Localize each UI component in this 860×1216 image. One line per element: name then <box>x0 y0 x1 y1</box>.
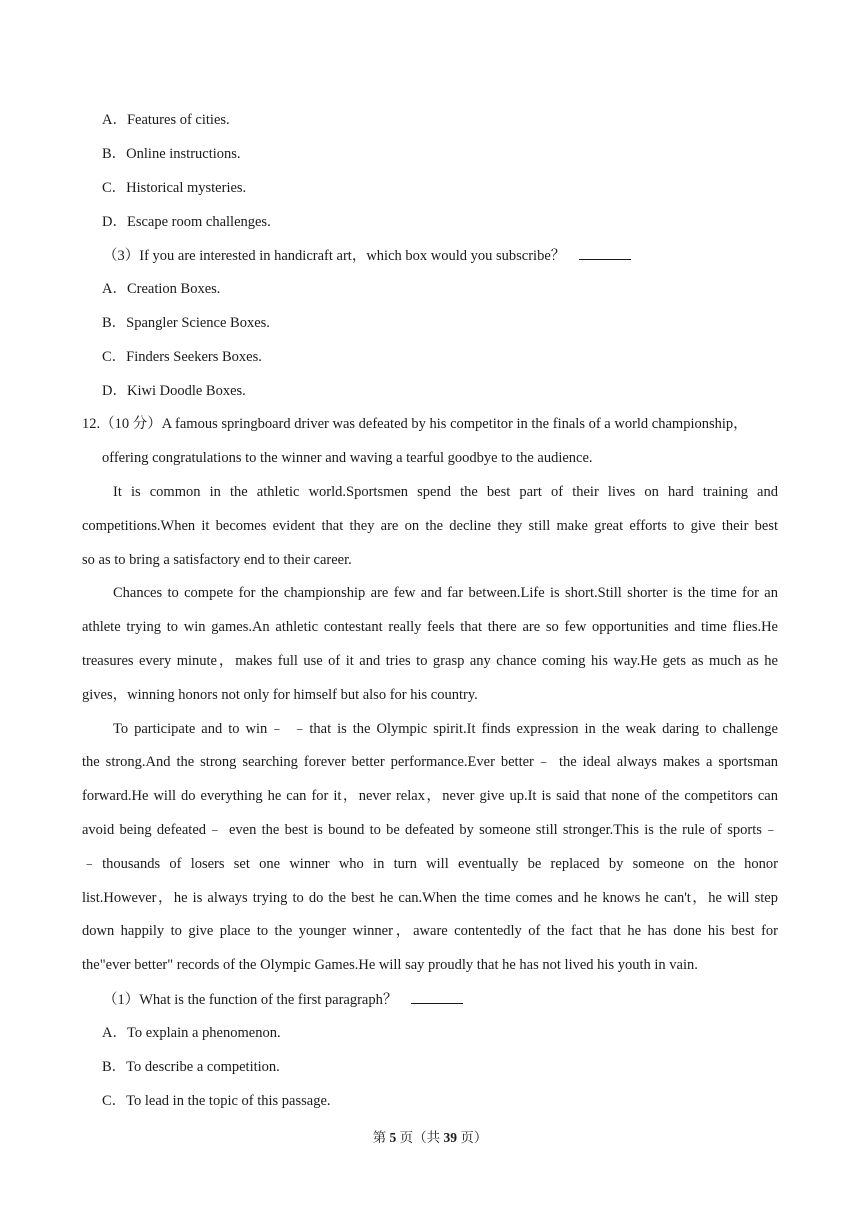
page-number: 5 <box>389 1130 397 1145</box>
q12-sub1-option-c: C．To lead in the topic of this passage. <box>102 1093 331 1109</box>
page-total: 39 <box>443 1130 457 1145</box>
passage-p3-line: the strong.And the strong searching forever better performance.Ever better﹣ the ideal always makes a sportsman <box>82 754 778 770</box>
passage-p3-line: the"ever better" records of the Olympic Games.He will say proudly that he has not lived his youth in vain. <box>82 957 698 973</box>
q11-sub3-option-d: D．Kiwi Doodle Boxes. <box>102 383 246 399</box>
q12-intro-line2: offering congratulations to the winner and waving a tearful goodbye to the audience. <box>102 450 593 466</box>
q11-sub3-option-a: A．Creation Boxes. <box>102 281 221 297</box>
passage-p2-line: athlete trying to win games.An athletic contestant really feels that there are so few opportunities and time flies.He <box>82 619 778 635</box>
q11-sub3-stem: （3）If you are interested in handicraft art，which box would you subscribe？ <box>103 248 566 264</box>
passage-p3-line: avoid being defeated﹣ even the best is bound to be defeated by someone still stronger.This is the rule of sports﹣ <box>82 822 778 838</box>
passage-p1-line: competitions.When it becomes evident that they are on the decline they still make great efforts to give their best <box>82 518 778 534</box>
passage-p1-line: It is common in the athletic world.Sportsmen spend the best part of their lives on hard training and <box>113 484 778 500</box>
passage-p3-line: To participate and to win﹣ ﹣that is the Olympic spirit.It finds expression in the weak daring to challenge <box>113 721 778 737</box>
passage-p3-line: list.However，he is always trying to do the best he can.When the time comes and he knows he can't，he will step <box>82 890 778 906</box>
q11-option-b: B．Online instructions. <box>102 146 241 162</box>
q12-sub1-option-a: A．To explain a phenomenon. <box>102 1025 281 1041</box>
passage-p3-line: down happily to give place to the younger winner，aware contentedly of the fact that he has done his best for <box>82 923 778 939</box>
q11-sub3-question <box>103 245 631 266</box>
q11-sub3-option-b: B．Spangler Science Boxes. <box>102 315 270 331</box>
q12-sub1-option-b: B．To describe a competition. <box>102 1059 280 1075</box>
answer-blank[interactable] <box>411 989 463 1004</box>
passage-p3-line: forward.He will do everything he can for it，never relax，never give up.It is said that none of the competitors can <box>82 788 778 804</box>
q11-option-d: D．Escape room challenges. <box>102 214 271 230</box>
question-score: （10 分） <box>100 416 162 432</box>
question-intro: A famous springboard driver was defeated by his competitor in the finals of a world championship， <box>161 416 748 432</box>
q11-option-c: C．Historical mysteries. <box>102 180 247 196</box>
passage-p2-line: gives，winning honors not only for himself but also for his country. <box>82 687 478 703</box>
q12-sub1-question <box>103 989 463 1010</box>
q12-header <box>82 414 748 434</box>
page-footer <box>0 1126 860 1146</box>
passage-p3-line: ﹣thousands of losers set one winner who in turn will eventually be replaced by someone on the honor <box>82 856 778 872</box>
footer-prefix: 第 <box>372 1130 390 1145</box>
q11-option-a: A．Features of cities. <box>102 112 230 128</box>
footer-middle: 页（共 <box>396 1130 444 1145</box>
passage-p2-line: Chances to compete for the championship are few and far between.Life is short.Still shorter is the time for an <box>113 585 778 601</box>
passage-p2-line: treasures every minute，makes full use of it and tries to grasp any chance coming his way.He gets as much as he <box>82 653 778 669</box>
question-number: 12. <box>82 416 101 432</box>
footer-suffix: 页） <box>457 1130 488 1145</box>
q11-sub3-option-c: C．Finders Seekers Boxes. <box>102 349 262 365</box>
q12-sub1-stem: （1）What is the function of the first paragraph？ <box>103 992 398 1008</box>
answer-blank[interactable] <box>579 245 631 260</box>
passage-p1-line: so as to bring a satisfactory end to their career. <box>82 552 352 568</box>
